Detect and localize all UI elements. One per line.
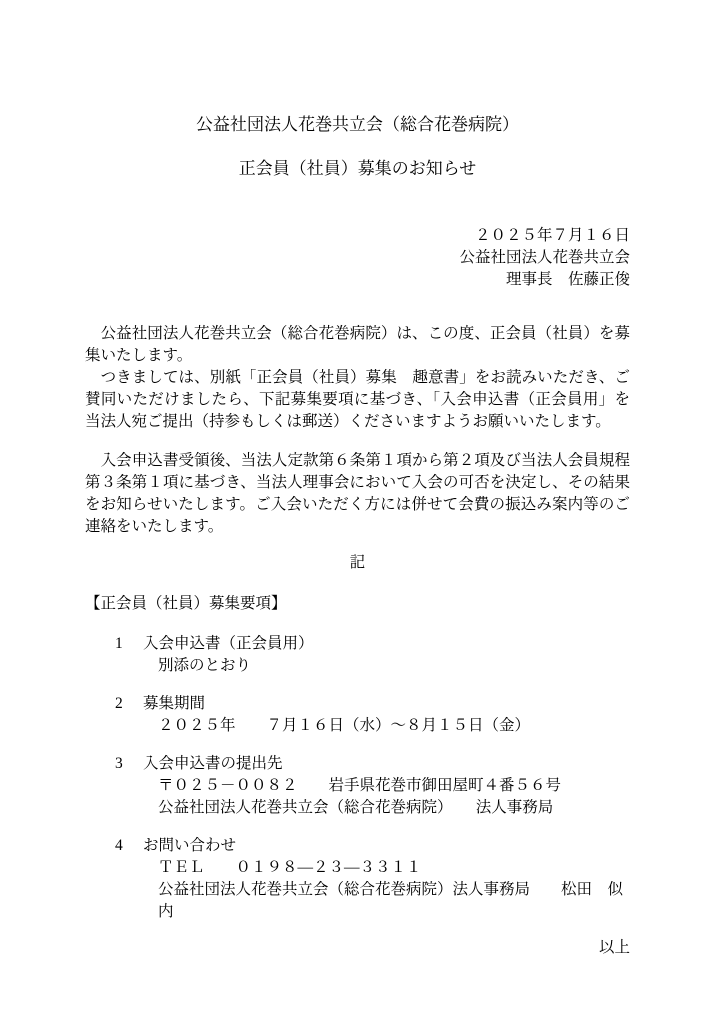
paragraph: 公益社団法人花巻共立会（総合花巻病院）は、この度、正会員（社員）を募集いたします。 — [85, 325, 630, 364]
list-item-head — [85, 753, 630, 775]
list-item-detail: ＴＥＬ ０１９８―２３―３３１１ — [158, 859, 422, 876]
paragraph: つきましては、別紙「正会員（社員）募集 趣意書」をお読みいただき、ご賛同いただけましたら、下記募集要項に基づき、「入会申込書（正会員用」を当法人宛ご提出（持参もしくは郵送）くださいますようお願いいたします。 — [85, 369, 630, 430]
list-item-title: 募集期間 — [143, 695, 206, 712]
list-item — [85, 835, 630, 923]
list-item-number: 1 — [115, 635, 123, 652]
issued-date: ２０２５年７月１６日 — [474, 227, 630, 244]
list-item-title: 入会申込書（正会員用） — [143, 635, 314, 652]
record-marker: 記 — [349, 554, 366, 571]
list-item-detail: 別添のとおり — [158, 657, 252, 674]
list-item-number: 2 — [115, 695, 123, 712]
list-item-detail: 公益社団法人花巻共立会（総合花巻病院）法人事務局 松田 似内 — [158, 881, 624, 920]
issued-block — [85, 225, 630, 291]
document-subtitle: 正会員（社員）募集のお知らせ — [238, 159, 477, 178]
list-item-head — [85, 693, 630, 715]
list-item-detail: ２０２５年 ７月１６日（水）～８月１５日（金） — [158, 717, 531, 734]
issued-signer: 理事長 佐藤正俊 — [505, 271, 630, 288]
document-title: 公益社団法人花巻共立会（総合花巻病院） — [196, 115, 519, 134]
list-item-head — [85, 633, 630, 655]
list-item-title: お問い合わせ — [143, 837, 237, 854]
section-heading: 【正会員（社員）募集要項】 — [85, 595, 287, 612]
list-item-detail: 〒０２５－００８２ 岩手県花巻市御田屋町４番５６号 — [158, 777, 562, 794]
list-item — [85, 633, 630, 677]
body-paragraphs — [85, 323, 630, 538]
issued-organization: 公益社団法人花巻共立会 — [459, 249, 630, 266]
closing-marker: 以上 — [598, 939, 630, 956]
paragraph: 入会申込書受領後、当法人定款第６条第１項から第２項及び当法人会員規程第３条第１項に基づき、当法人理事会において入会の可否を決定し、その結果をお知らせいたします。ご入会いただく方には併せて会費の振込み案内等のご連絡をいたします。 — [85, 452, 630, 535]
list-item-title: 入会申込書の提出先 — [143, 755, 283, 772]
list-item-detail: 公益社団法人花巻共立会（総合花巻病院） 法人事務局 — [158, 799, 554, 816]
list-item — [85, 693, 630, 737]
list-item-number: 3 — [115, 755, 123, 772]
list-item-head — [85, 835, 630, 857]
list-item-number: 4 — [115, 837, 123, 854]
list-item — [85, 753, 630, 819]
